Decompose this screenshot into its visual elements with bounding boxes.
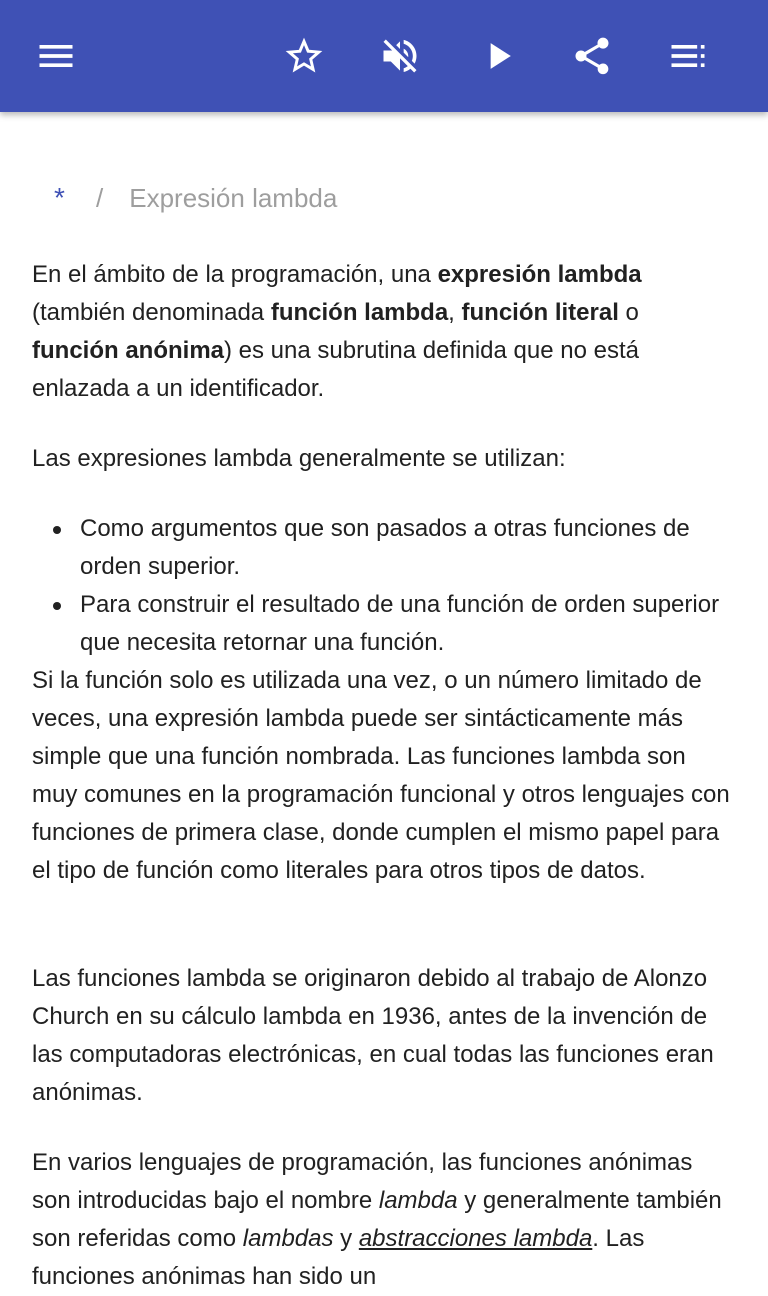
list-item	[32, 586, 732, 662]
play-button[interactable]	[470, 28, 526, 84]
text: . Las funciones anónimas han sido un	[32, 1225, 645, 1290]
playlist-icon	[666, 34, 710, 78]
mute-button[interactable]	[372, 28, 428, 84]
text: ,	[448, 299, 462, 326]
term-italic: lambdas	[242, 1225, 334, 1252]
breadcrumb	[54, 178, 337, 218]
text: o	[618, 299, 639, 326]
paragraph-history: Las funciones lambda se originaron debido al trabajo de Alonzo Church en su cálculo lambda en 1936, antes de la invención de las computadoras electrónicas, en cual todas las funciones eran anónimas.	[32, 965, 714, 1106]
paragraph-uses: Las expresiones lambda generalmente se utilizan:	[32, 445, 566, 472]
paragraph-intro	[32, 256, 732, 408]
text: En varios lenguajes de programación, las funciones anónimas son introducidas bajo el nombre	[32, 1149, 693, 1214]
uses-list	[32, 510, 732, 662]
bullet-icon	[53, 602, 61, 610]
list-item-text: Para construir el resultado de una función de orden superior que necesita retornar una función.	[80, 591, 720, 656]
star-outline-icon	[282, 34, 326, 78]
term-bold: expresión lambda	[437, 261, 642, 288]
share-icon	[570, 34, 614, 78]
text: (también denominada	[32, 299, 271, 326]
share-button[interactable]	[564, 28, 620, 84]
breadcrumb-current: Expresión lambda	[129, 182, 338, 213]
term-bold: función literal	[461, 299, 619, 326]
menu-icon	[34, 34, 78, 78]
play-icon	[476, 34, 520, 78]
volume-off-icon	[378, 34, 422, 78]
app-toolbar	[0, 0, 768, 112]
list-item-text: Como argumentos que son pasados a otras funciones de orden superior.	[80, 515, 690, 580]
text: y generalmente también son referidas como	[32, 1187, 722, 1252]
text: En el ámbito de la programación, una	[32, 261, 438, 288]
breadcrumb-separator: /	[96, 182, 104, 213]
bookmark-button[interactable]	[276, 28, 332, 84]
text: y	[333, 1225, 359, 1252]
paragraph-usage: Si la función solo es utilizada una vez, o un número limitado de veces, una expresión lambda puede ser sintácticamente más simple que una función nombrada. Las funciones lambda son muy comunes en la programación funcional y otros lenguajes con funciones de primera clase, donde cumplen el mismo papel para el tipo de función como literales para otros tipos de datos.	[32, 667, 730, 884]
term-italic-link[interactable]: abstracciones lambda	[358, 1225, 593, 1252]
menu-button[interactable]	[28, 28, 84, 84]
contents-button[interactable]	[660, 28, 716, 84]
list-item	[32, 510, 732, 586]
term-bold: función lambda	[270, 299, 449, 326]
breadcrumb-home-link[interactable]: *	[54, 182, 65, 213]
term-italic: lambda	[378, 1187, 458, 1214]
bullet-icon	[53, 526, 61, 534]
text: ) es una subrutina definida que no está enlazada a un identificador.	[32, 337, 639, 402]
paragraph-naming	[32, 1144, 732, 1296]
term-bold: función anónima	[32, 337, 224, 364]
